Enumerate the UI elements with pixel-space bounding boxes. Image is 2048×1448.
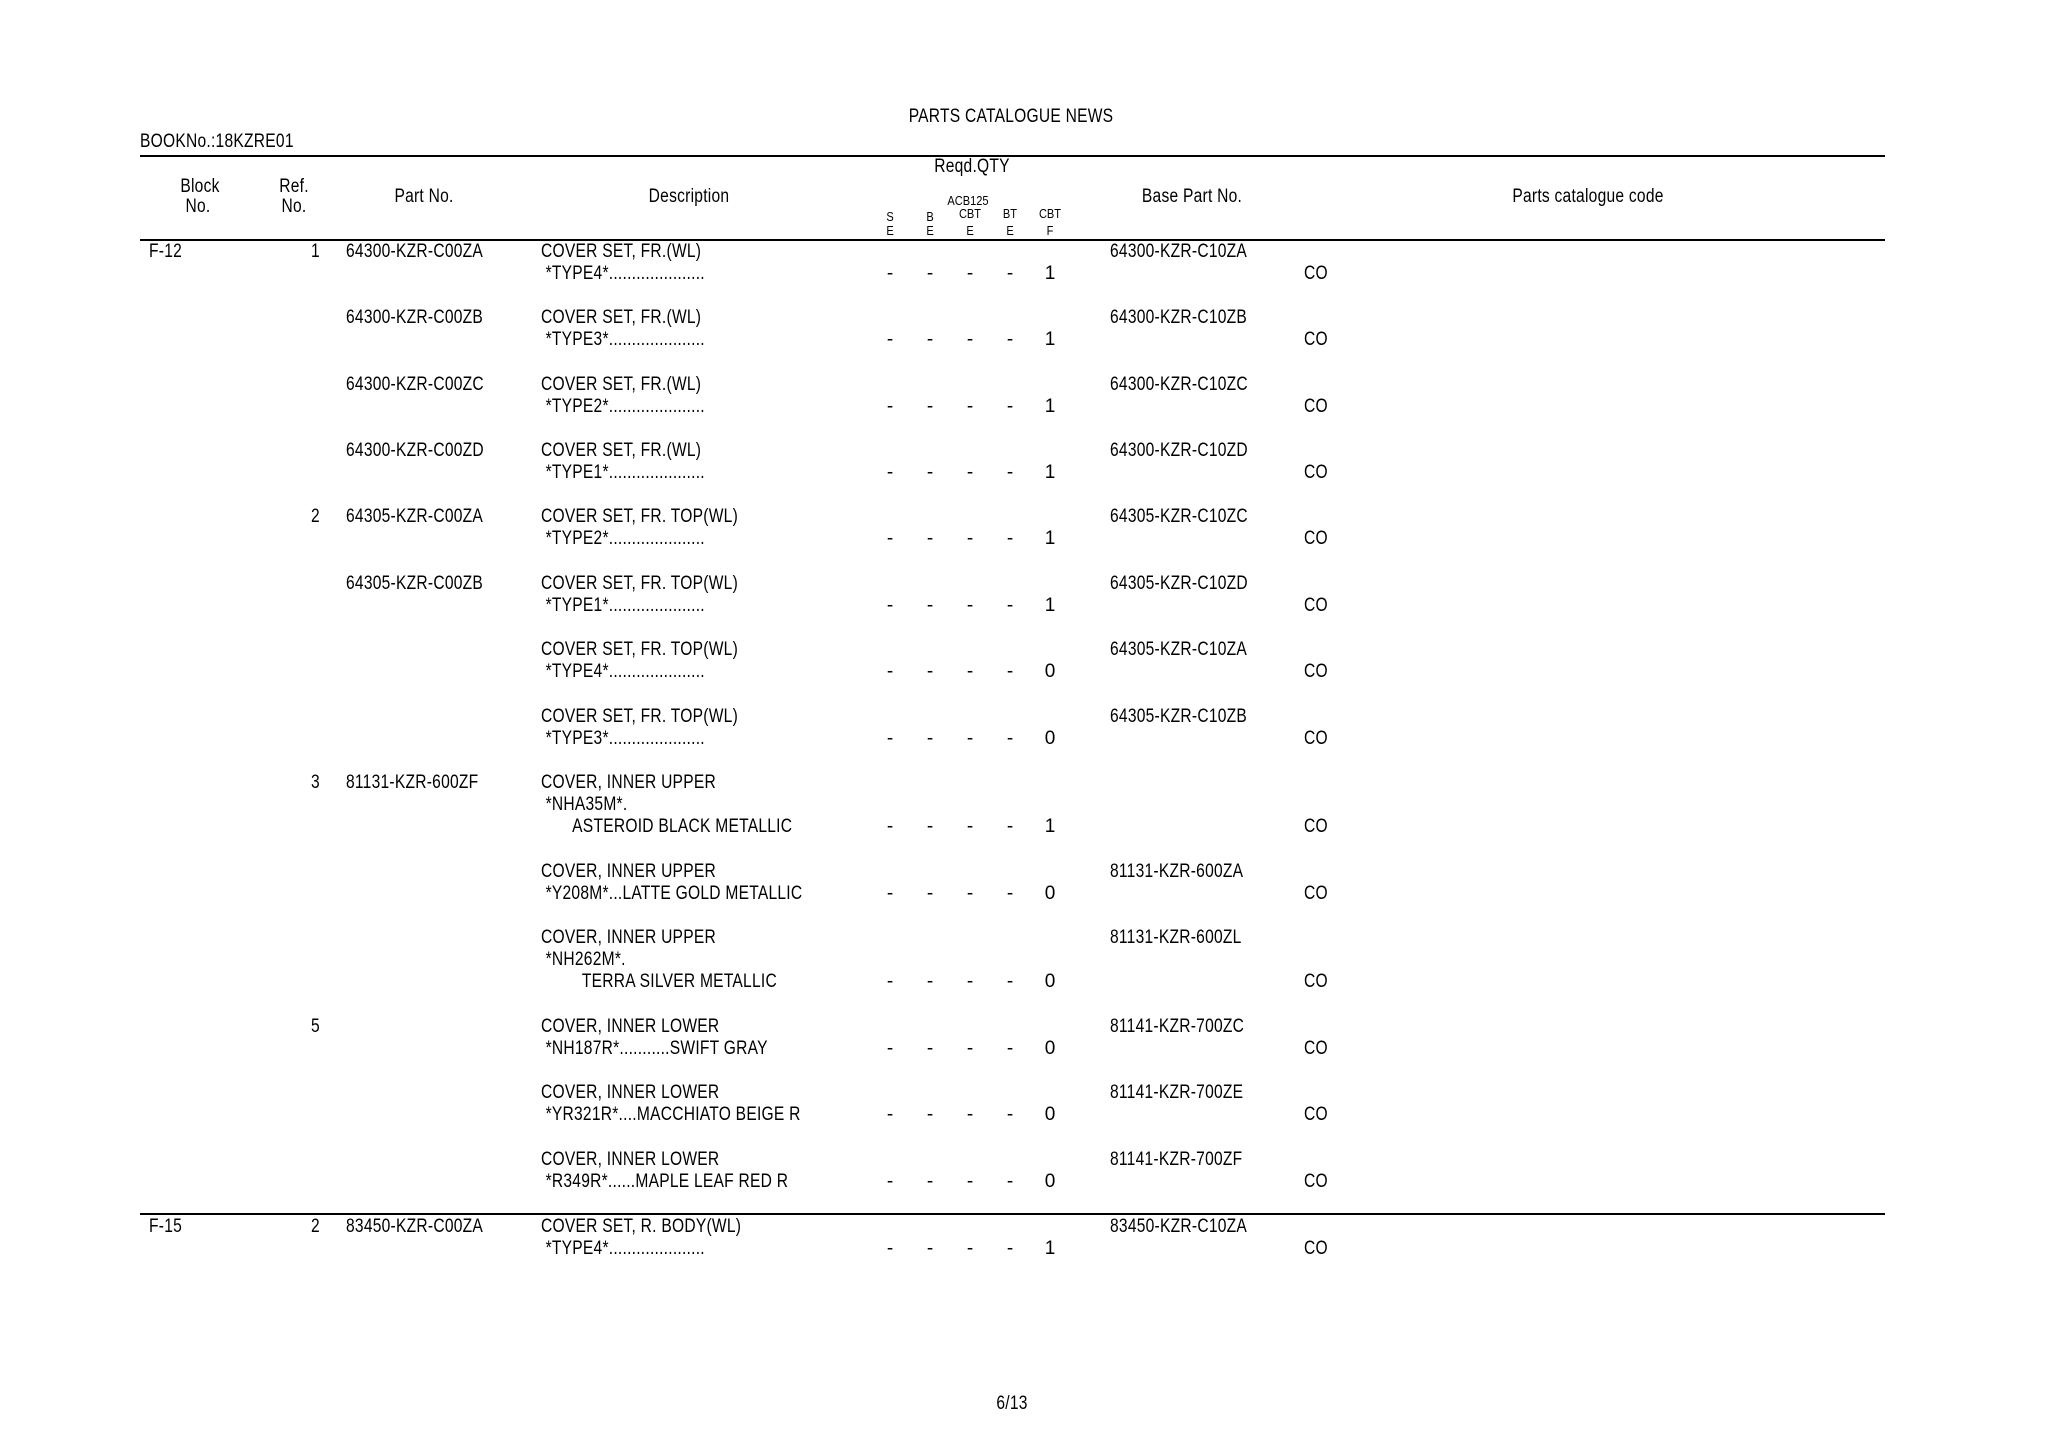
qty-cell: -	[926, 883, 934, 904]
catalogue-code-cell: CO	[1304, 595, 1328, 616]
header-qty-group: ACB125	[947, 193, 989, 208]
catalogue-code-cell: CO	[1304, 883, 1328, 904]
description-line: COVER, INNER UPPER	[541, 772, 716, 793]
description-line: COVER, INNER LOWER	[541, 1016, 720, 1037]
qty-cell: -	[886, 883, 894, 904]
description-line: COVER SET, FR. TOP(WL)	[541, 706, 739, 727]
qty-col-header-top: CBT	[958, 206, 982, 221]
description-line: *R349R*......MAPLE LEAF RED R	[541, 1171, 789, 1192]
header-block-no-2: No.	[185, 196, 211, 217]
description-line: ASTEROID BLACK METALLIC	[541, 816, 793, 837]
base-part-no-cell: 64300-KZR-C10ZA	[1110, 241, 1248, 262]
description-line: *Y208M*...LATTE GOLD METALLIC	[541, 883, 803, 904]
base-part-no-cell: 64300-KZR-C10ZD	[1110, 440, 1248, 461]
qty-col-header-bottom: E	[926, 223, 934, 238]
qty-cell: -	[926, 396, 934, 417]
base-part-no-cell: 83450-KZR-C10ZA	[1110, 1216, 1248, 1237]
qty-cell: -	[1006, 883, 1014, 904]
qty-cell: 0	[1044, 883, 1056, 904]
qty-cell: -	[966, 396, 974, 417]
qty-cell: -	[966, 728, 974, 749]
qty-cell: -	[966, 971, 974, 992]
qty-cell: -	[966, 816, 974, 837]
qty-cell: -	[926, 1238, 934, 1259]
qty-cell: 1	[1044, 329, 1056, 350]
qty-cell: -	[1006, 728, 1014, 749]
description-line: COVER SET, FR.(WL)	[541, 307, 702, 328]
qty-cell: -	[966, 462, 974, 483]
part-no-cell: 64300-KZR-C00ZC	[346, 374, 484, 395]
qty-cell: -	[926, 1171, 934, 1192]
qty-cell: 0	[1044, 971, 1056, 992]
qty-cell: -	[886, 971, 894, 992]
qty-cell: -	[886, 661, 894, 682]
qty-cell: -	[926, 528, 934, 549]
ref-no-cell: 2	[311, 1216, 320, 1237]
description-line: COVER SET, FR. TOP(WL)	[541, 573, 739, 594]
qty-cell: -	[926, 1038, 934, 1059]
qty-cell: -	[1006, 1104, 1014, 1125]
catalogue-code-cell: CO	[1304, 661, 1328, 682]
qty-cell: -	[886, 462, 894, 483]
base-part-no-cell: 81131-KZR-600ZL	[1110, 927, 1242, 948]
qty-cell: -	[1006, 1238, 1014, 1259]
description-line: COVER SET, FR.(WL)	[541, 241, 702, 262]
ref-no-cell: 1	[311, 241, 320, 262]
qty-col-header-bottom: F	[1046, 223, 1054, 238]
header-block-no-1: Block	[180, 176, 220, 197]
description-line: COVER SET, FR.(WL)	[541, 374, 702, 395]
catalogue-code-cell: CO	[1304, 1238, 1328, 1259]
base-part-no-cell: 81141-KZR-700ZF	[1110, 1149, 1243, 1170]
part-no-cell: 81131-KZR-600ZF	[346, 772, 479, 793]
qty-cell: -	[1006, 329, 1014, 350]
block-no-cell: F-15	[149, 1216, 183, 1237]
base-part-no-cell: 64300-KZR-C10ZC	[1110, 374, 1248, 395]
catalogue-code-cell: CO	[1304, 1104, 1328, 1125]
qty-cell: -	[1006, 1038, 1014, 1059]
qty-col-header-bottom: E	[886, 223, 894, 238]
qty-cell: -	[926, 462, 934, 483]
page-number: 6/13	[996, 1393, 1028, 1414]
base-part-no-cell: 64305-KZR-C10ZD	[1110, 573, 1248, 594]
qty-cell: -	[1006, 396, 1014, 417]
description-line: COVER SET, FR. TOP(WL)	[541, 506, 739, 527]
catalogue-code-cell: CO	[1304, 728, 1328, 749]
header-reqd-qty: Reqd.QTY	[934, 156, 1010, 177]
qty-cell: -	[886, 1171, 894, 1192]
qty-cell: -	[886, 329, 894, 350]
header-base-part-no: Base Part No.	[1141, 186, 1243, 207]
qty-cell: -	[886, 396, 894, 417]
qty-col-header-top: B	[926, 209, 934, 224]
qty-cell: -	[966, 883, 974, 904]
qty-cell: -	[886, 528, 894, 549]
description-line: *TYPE1*.....................	[541, 595, 705, 616]
description-line: *TYPE3*.....................	[541, 329, 705, 350]
qty-col-header-bottom: E	[966, 223, 974, 238]
book-number: BOOKNo.:18KZRE01	[140, 131, 294, 152]
header-ref-no-1: Ref.	[279, 176, 309, 197]
description-line: *NH187R*...........SWIFT GRAY	[541, 1038, 768, 1059]
part-no-cell: 83450-KZR-C00ZA	[346, 1216, 484, 1237]
description-line: COVER SET, FR.(WL)	[541, 440, 702, 461]
ref-no-cell: 5	[311, 1016, 320, 1037]
qty-cell: -	[926, 728, 934, 749]
description-line: *NHA35M*.	[541, 794, 628, 815]
qty-cell: -	[1006, 263, 1014, 284]
qty-cell: -	[1006, 816, 1014, 837]
header-top-rule	[140, 155, 1885, 157]
qty-col-header-top: S	[886, 209, 894, 224]
part-no-cell: 64300-KZR-C00ZA	[346, 241, 484, 262]
catalogue-code-cell: CO	[1304, 528, 1328, 549]
qty-cell: -	[886, 263, 894, 284]
qty-cell: -	[966, 1104, 974, 1125]
qty-cell: -	[926, 661, 934, 682]
qty-cell: 1	[1044, 396, 1056, 417]
qty-cell: 0	[1044, 1104, 1056, 1125]
base-part-no-cell: 81131-KZR-600ZA	[1110, 861, 1244, 882]
catalogue-code-cell: CO	[1304, 329, 1328, 350]
header-part-no: Part No.	[394, 186, 454, 207]
qty-cell: -	[886, 728, 894, 749]
description-line: COVER, INNER UPPER	[541, 927, 716, 948]
ref-no-cell: 3	[311, 772, 320, 793]
qty-col-header-top: BT	[1002, 206, 1018, 221]
qty-cell: -	[966, 1038, 974, 1059]
qty-cell: 1	[1044, 595, 1056, 616]
base-part-no-cell: 64305-KZR-C10ZB	[1110, 706, 1248, 727]
qty-cell: -	[966, 595, 974, 616]
qty-cell: 0	[1044, 661, 1056, 682]
qty-cell: -	[926, 816, 934, 837]
header-parts-catalogue-code: Parts catalogue code	[1512, 186, 1664, 207]
catalogue-code-cell: CO	[1304, 816, 1328, 837]
qty-cell: 1	[1044, 462, 1056, 483]
qty-col-header-bottom: E	[1006, 223, 1014, 238]
qty-cell: -	[966, 661, 974, 682]
catalogue-code-cell: CO	[1304, 971, 1328, 992]
ref-no-cell: 2	[311, 506, 320, 527]
description-line: *TYPE3*.....................	[541, 728, 705, 749]
section-rule	[140, 1213, 1885, 1215]
qty-cell: -	[926, 263, 934, 284]
base-part-no-cell: 64300-KZR-C10ZB	[1110, 307, 1248, 328]
description-line: *TYPE4*.....................	[541, 263, 705, 284]
qty-cell: 1	[1044, 1238, 1056, 1259]
qty-cell: -	[1006, 462, 1014, 483]
qty-cell: -	[886, 1238, 894, 1259]
qty-cell: -	[886, 1104, 894, 1125]
part-no-cell: 64300-KZR-C00ZB	[346, 307, 484, 328]
base-part-no-cell: 64305-KZR-C10ZC	[1110, 506, 1248, 527]
catalogue-code-cell: CO	[1304, 1038, 1328, 1059]
qty-cell: -	[1006, 661, 1014, 682]
base-part-no-cell: 81141-KZR-700ZE	[1110, 1082, 1244, 1103]
description-line: *NH262M*.	[541, 949, 626, 970]
qty-cell: 1	[1044, 263, 1056, 284]
qty-cell: 1	[1044, 816, 1056, 837]
description-line: COVER, INNER UPPER	[541, 861, 716, 882]
qty-cell: -	[886, 595, 894, 616]
description-line: *YR321R*....MACCHIATO BEIGE R	[541, 1104, 801, 1125]
base-part-no-cell: 81141-KZR-700ZC	[1110, 1016, 1245, 1037]
qty-cell: -	[966, 1238, 974, 1259]
catalogue-code-cell: CO	[1304, 462, 1328, 483]
qty-cell: 0	[1044, 728, 1056, 749]
description-line: COVER SET, FR. TOP(WL)	[541, 639, 739, 660]
qty-cell: -	[1006, 528, 1014, 549]
catalogue-code-cell: CO	[1304, 263, 1328, 284]
header-description: Description	[648, 186, 730, 207]
description-line: TERRA SILVER METALLIC	[541, 971, 777, 992]
qty-cell: -	[966, 528, 974, 549]
qty-cell: -	[1006, 595, 1014, 616]
description-line: COVER, INNER LOWER	[541, 1082, 720, 1103]
qty-cell: -	[926, 595, 934, 616]
catalogue-code-cell: CO	[1304, 396, 1328, 417]
part-no-cell: 64305-KZR-C00ZB	[346, 573, 484, 594]
block-no-cell: F-12	[149, 241, 183, 262]
description-line: COVER, INNER LOWER	[541, 1149, 720, 1170]
qty-cell: -	[966, 1171, 974, 1192]
page-title: PARTS CATALOGUE NEWS	[908, 106, 1114, 127]
qty-cell: 0	[1044, 1171, 1056, 1192]
part-no-cell: 64300-KZR-C00ZD	[346, 440, 484, 461]
qty-cell: -	[886, 816, 894, 837]
catalogue-code-cell: CO	[1304, 1171, 1328, 1192]
description-line: COVER SET, R. BODY(WL)	[541, 1216, 742, 1237]
qty-cell: -	[886, 1038, 894, 1059]
qty-cell: -	[926, 1104, 934, 1125]
description-line: *TYPE2*.....................	[541, 528, 705, 549]
qty-cell: -	[926, 329, 934, 350]
description-line: *TYPE1*.....................	[541, 462, 705, 483]
qty-cell: 0	[1044, 1038, 1056, 1059]
description-line: *TYPE4*.....................	[541, 1238, 705, 1259]
qty-cell: -	[1006, 971, 1014, 992]
description-line: *TYPE4*.....................	[541, 661, 705, 682]
qty-cell: -	[926, 971, 934, 992]
qty-cell: -	[966, 263, 974, 284]
header-ref-no-2: No.	[281, 196, 307, 217]
qty-cell: 1	[1044, 528, 1056, 549]
qty-cell: -	[1006, 1171, 1014, 1192]
qty-cell: -	[966, 329, 974, 350]
base-part-no-cell: 64305-KZR-C10ZA	[1110, 639, 1248, 660]
qty-col-header-top: CBT	[1038, 206, 1062, 221]
description-line: *TYPE2*.....................	[541, 396, 705, 417]
part-no-cell: 64305-KZR-C00ZA	[346, 506, 484, 527]
